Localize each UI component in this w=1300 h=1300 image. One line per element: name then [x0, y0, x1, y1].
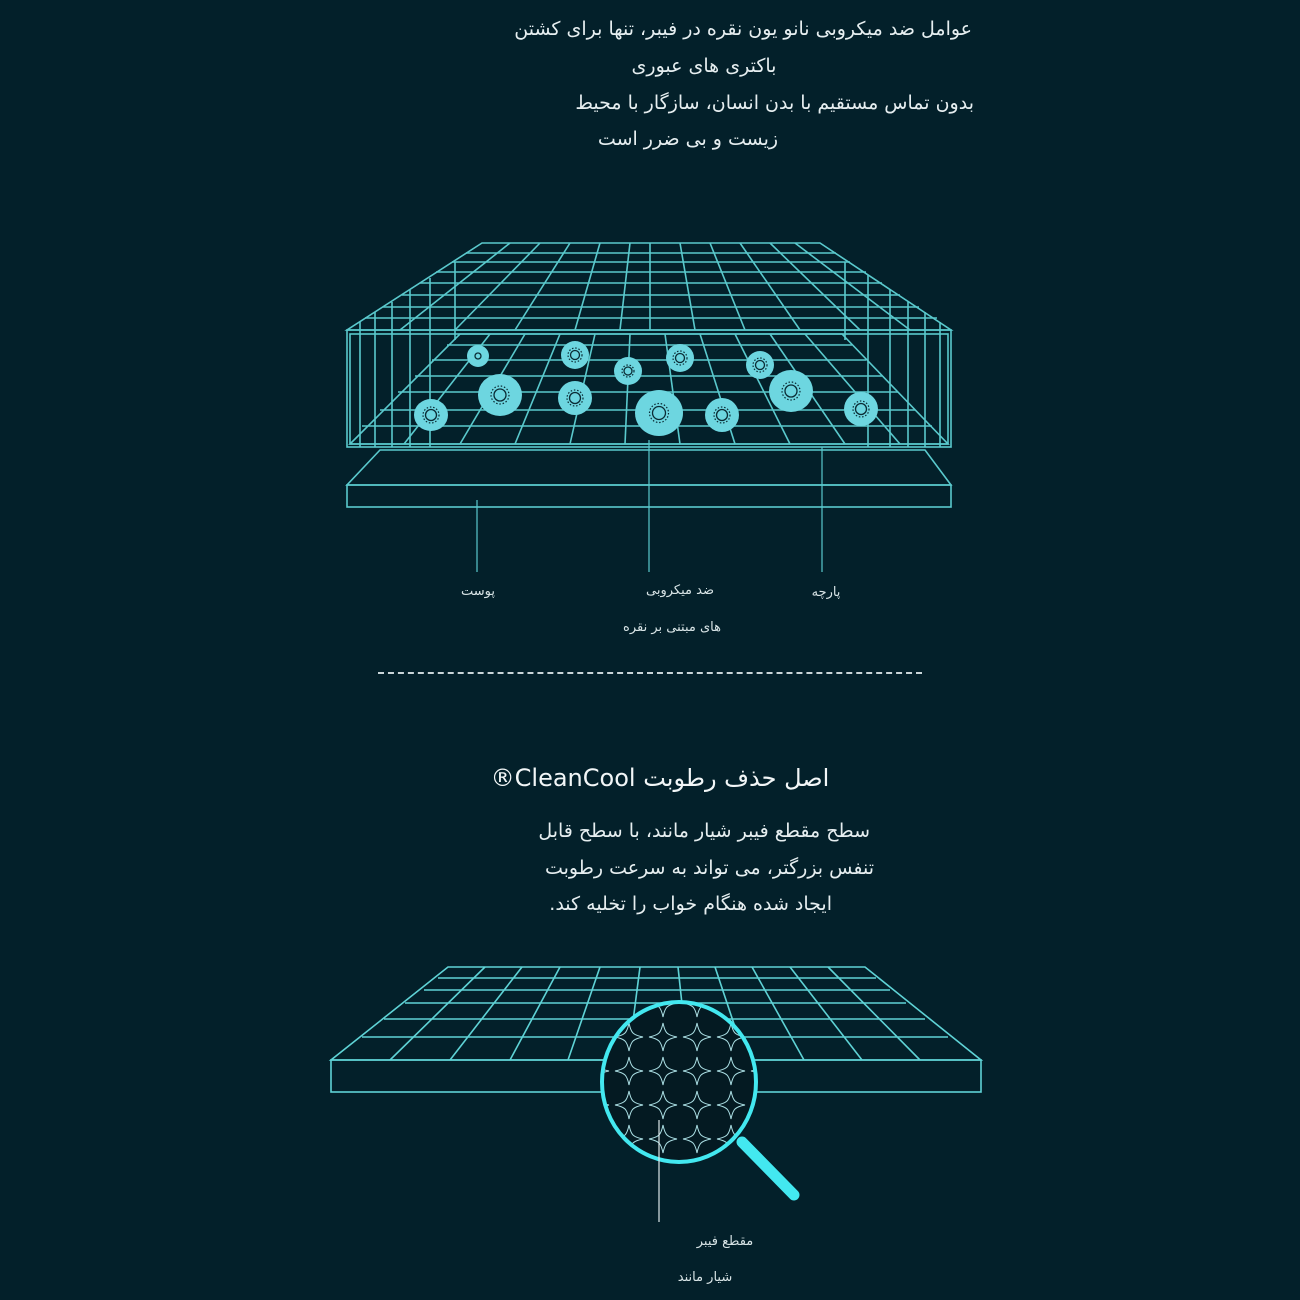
- label-antimicrobial-line1: ضد میکروبی: [646, 583, 714, 598]
- label-antimicrobial-line2: های مبتنی بر نقره: [623, 620, 721, 635]
- section1-line-2: باکتری های عبوری: [631, 55, 777, 77]
- magnifier-icon: [598, 998, 794, 1195]
- label-fabric: پارچه: [811, 585, 841, 600]
- label-cross-section-line2: شیار مانند: [677, 1270, 733, 1285]
- section1-line-1: عوامل ضد میکروبی نانو یون نقره در فیبر، تنها برای کشتن: [514, 18, 972, 40]
- section2-line-1: سطح مقطع فیبر شیار مانند، با سطح قابل: [538, 820, 870, 842]
- bacteria-icon: [414, 341, 878, 436]
- label-skin: پوست: [461, 584, 495, 599]
- section1-line-3: بدون تماس مستقیم با بدن انسان، سازگار با محیط: [575, 92, 974, 114]
- section2-line-2: تنفس بزرگتر، می تواند به سرعت رطوبت: [544, 857, 874, 879]
- section1-line-4: زیست و بی ضرر است: [597, 128, 779, 150]
- section-divider: [378, 672, 922, 674]
- bacteria-group: [414, 341, 878, 436]
- section2-title: اصل حذف رطوبت CleanCool®: [490, 764, 830, 792]
- label-cross-section-line1: مقطع فیبر: [696, 1234, 754, 1249]
- section2-line-3: ایجاد شده هنگام خواب را تخلیه کند.: [549, 893, 832, 915]
